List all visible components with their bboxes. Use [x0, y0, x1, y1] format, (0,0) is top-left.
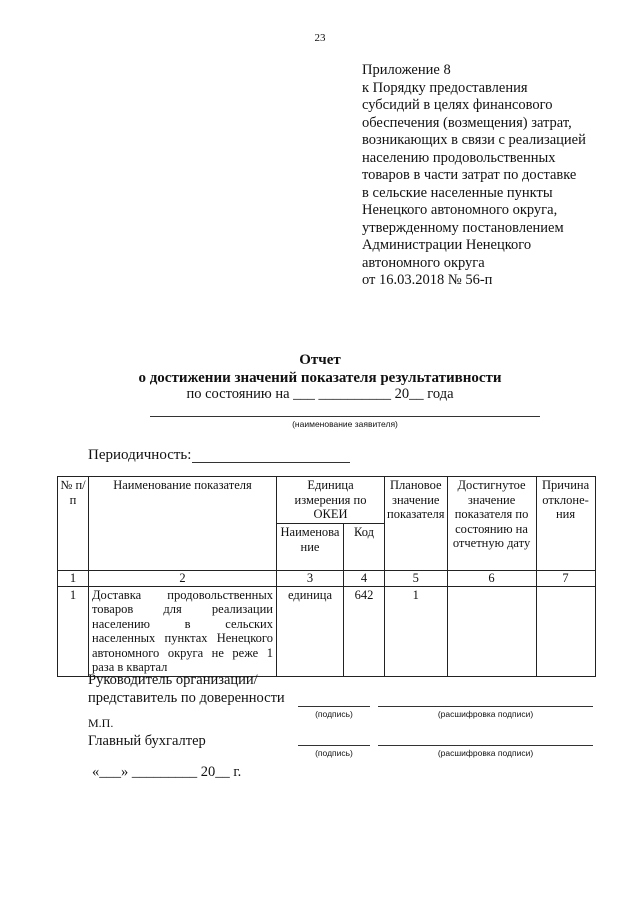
- head-signature-caption: (подпись): [315, 709, 353, 719]
- table-header-row: [58, 477, 596, 524]
- appendix-line: автономного округа: [362, 254, 485, 271]
- appendix-block: [362, 62, 612, 290]
- column-number: 1: [58, 571, 89, 587]
- row-indicator-name: Доставка продовольственных товаров для реализации населению в сельских населенных пунктах Ненецкого автономного округа не реже 1 раза в квартал: [89, 586, 277, 676]
- row-unit-code: 642: [344, 586, 385, 676]
- report-date-line: по состоянию на ___ __________ 20__ года: [186, 386, 454, 402]
- header-unit-name: Наименова ние: [277, 524, 344, 571]
- applicant-name-field[interactable]: [150, 416, 540, 417]
- header-indicator-name: Наименование показателя: [89, 477, 277, 571]
- head-signature-field[interactable]: [298, 706, 370, 707]
- column-number: 6: [447, 571, 536, 587]
- appendix-line: Администрации Ненецкого: [362, 237, 532, 253]
- table-row: [58, 586, 596, 676]
- accountant-signature-field[interactable]: [298, 745, 370, 746]
- report-subtitle: о достижении значений показателя результативности: [138, 370, 502, 386]
- header-no: № п/п: [58, 477, 89, 571]
- head-decoding-caption: (расшифровка подписи): [437, 709, 534, 719]
- appendix-line: в сельские населенные пункты: [362, 184, 553, 201]
- accountant-label: Главный бухгалтер: [88, 733, 206, 749]
- appendix-line: населению продовольственных: [362, 149, 556, 166]
- header-unit-code: Код: [344, 524, 385, 571]
- seal-label: М.П.: [88, 716, 114, 730]
- appendix-line: от 16.03.2018 № 56-п: [362, 272, 493, 288]
- appendix-line: Ненецкого автономного округа,: [362, 202, 558, 218]
- appendix-line: Приложение 8: [362, 62, 451, 78]
- row-reason[interactable]: [536, 586, 595, 676]
- header-reason: Причина отклоне-ния: [536, 477, 595, 571]
- report-title: Отчет: [299, 352, 341, 368]
- header-planned: Плановое значение показателя: [385, 477, 448, 571]
- row-no: 1: [58, 586, 89, 676]
- column-number: 5: [385, 571, 448, 587]
- header-unit: Единица измерения по ОКЕИ: [277, 477, 385, 524]
- appendix-line: обеспечения (возмещения) затрат,: [362, 114, 572, 131]
- head-decoding-field[interactable]: [378, 706, 593, 707]
- applicant-caption: (наименование заявителя): [292, 419, 398, 429]
- accountant-signature-caption: (подпись): [315, 748, 353, 758]
- column-number: 4: [344, 571, 385, 587]
- accountant-decoding-caption: (расшифровка подписи): [437, 748, 534, 758]
- appendix-line: к Порядку предоставления: [362, 79, 528, 96]
- appendix-line: возникающих в связи с реализацией: [362, 132, 586, 148]
- column-number: 7: [536, 571, 595, 587]
- row-achieved[interactable]: [447, 586, 536, 676]
- appendix-line: субсидий в целях финансового: [362, 97, 553, 113]
- row-unit-name: единица: [277, 586, 344, 676]
- column-number-row: [58, 571, 596, 587]
- appendix-line: товаров в части затрат по доставке: [362, 167, 577, 183]
- header-achieved: Достигнутое значение показателя по состоянию на отчетную дату: [447, 477, 536, 571]
- column-number: 2: [89, 571, 277, 587]
- row-planned: 1: [385, 586, 448, 676]
- report-table: [57, 476, 596, 677]
- page-number: 23: [314, 32, 326, 44]
- periodicity-field[interactable]: [192, 462, 350, 463]
- accountant-decoding-field[interactable]: [378, 745, 593, 746]
- column-number: 3: [277, 571, 344, 587]
- head-label-line2: представитель по доверенности: [88, 690, 285, 706]
- appendix-line: утвержденному постановлением: [362, 219, 564, 236]
- periodicity-label: Периодичность:: [88, 447, 192, 463]
- signature-date-line: «___» _________ 20__ г.: [92, 764, 242, 780]
- head-label-line1: Руководитель организации/: [88, 672, 258, 688]
